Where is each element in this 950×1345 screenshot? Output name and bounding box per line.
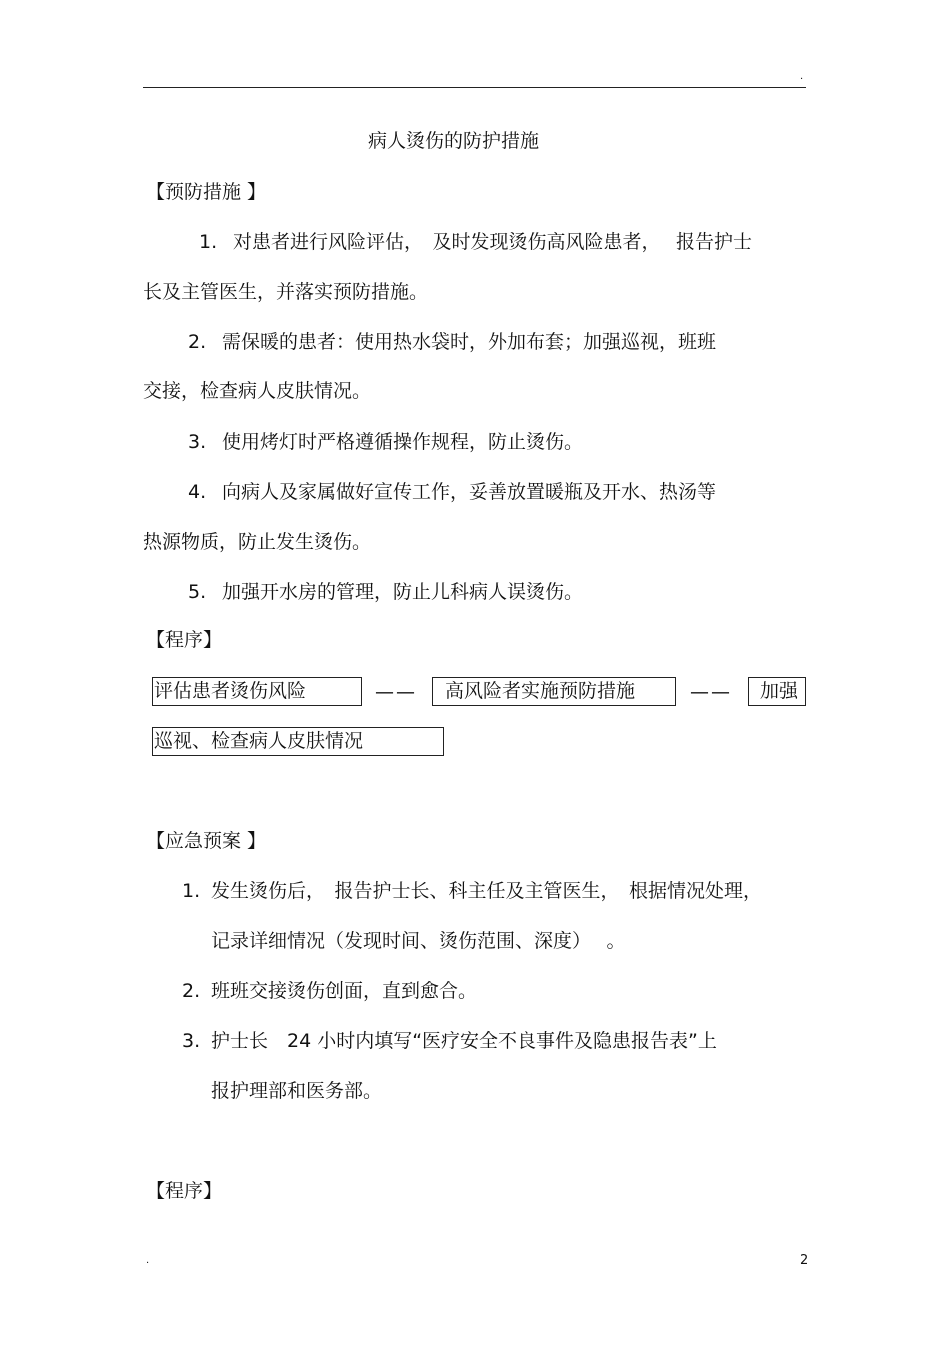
- header-mark: .: [800, 71, 804, 82]
- emergency-item-3-line1: 护士长 24 小时内填写“医疗安全不良事件及隐患报告表”上: [211, 1030, 717, 1052]
- footer-mark: .: [146, 1255, 150, 1266]
- emergency-item-3-num: 3.: [182, 1030, 201, 1052]
- prevention-item-4-num: 4.: [188, 481, 207, 503]
- emergency-item-1-num: 1.: [182, 880, 201, 902]
- prevention-item-5-line1: 加强开水房的管理，防止儿科病人误烫伤。: [222, 581, 584, 603]
- emergency-item-2-num: 2.: [182, 980, 201, 1002]
- flow-step-assess-risk: 评估患者烫伤风险: [152, 677, 362, 706]
- flow-arrow-1: ——: [375, 681, 417, 703]
- flow-arrow-2: ——: [690, 681, 732, 703]
- prevention-item-3-num: 3.: [188, 431, 207, 453]
- prevention-item-4-line1: 向病人及家属做好宣传工作，妥善放置暖瓶及开水、热汤等: [222, 481, 717, 503]
- emergency-item-1-line2: 记录详细情况（发现时间、烫伤范围、深度） 。: [211, 930, 626, 952]
- prevention-item-2-num: 2.: [188, 331, 207, 353]
- page-number: 2: [800, 1253, 809, 1268]
- prevention-item-5-num: 5.: [188, 581, 207, 603]
- procedure-heading: 【程序】: [146, 629, 223, 651]
- prevention-item-1-line2: 长及主管医生，并落实预防措施。: [143, 281, 429, 303]
- document-title: 病人烫伤的防护措施: [368, 130, 540, 152]
- prevention-item-1-num: 1.: [199, 231, 218, 253]
- procedure-heading-2: 【程序】: [146, 1180, 223, 1202]
- header-rule: [143, 87, 806, 88]
- emergency-heading: 【应急预案 】: [146, 830, 267, 852]
- flow-step-inspection-part1: 加强: [748, 677, 806, 706]
- flow-step-inspection-part2: 巡视、检查病人皮肤情况: [152, 727, 444, 756]
- prevention-item-2-line2: 交接，检查病人皮肤情况。: [143, 380, 372, 402]
- flow-step-preventive-measures: 高风险者实施预防措施: [432, 677, 676, 706]
- emergency-item-2-line1: 班班交接烫伤创面，直到愈合。: [211, 980, 478, 1002]
- prevention-heading: 【预防措施 】: [146, 181, 267, 203]
- prevention-item-2-line1: 需保暖的患者：使用热水袋时，外加布套；加强巡视，班班: [222, 331, 717, 353]
- prevention-item-3-line1: 使用烤灯时严格遵循操作规程，防止烫伤。: [222, 431, 584, 453]
- prevention-item-1-line1: 对患者进行风险评估， 及时发现烫伤高风险患者， 报告护士: [233, 231, 753, 253]
- emergency-item-3-line2: 报护理部和医务部。: [211, 1080, 383, 1102]
- emergency-item-1-line1: 发生烫伤后， 报告护士长、科主任及主管医生， 根据情况处理，: [211, 880, 763, 902]
- prevention-item-4-line2: 热源物质，防止发生烫伤。: [143, 531, 372, 553]
